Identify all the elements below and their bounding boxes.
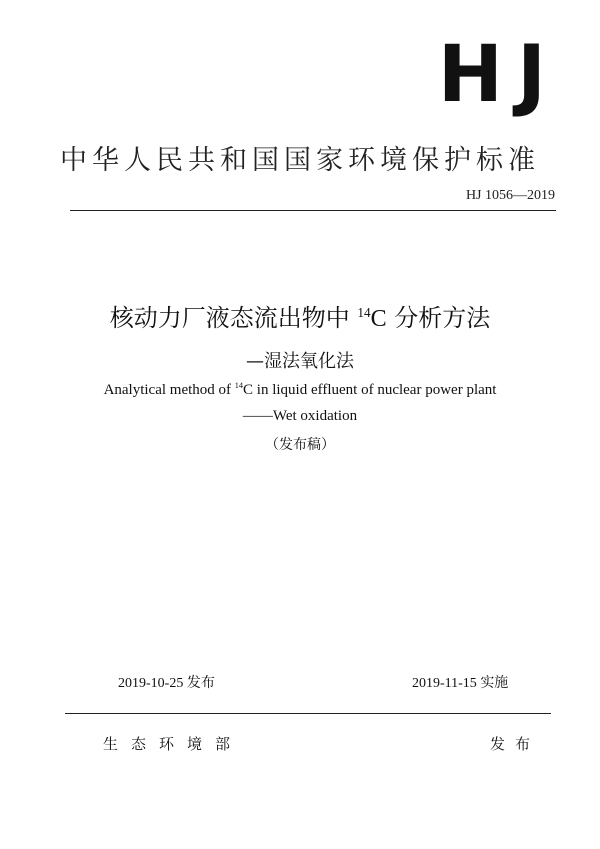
english-isotope-mass: 14	[234, 381, 244, 390]
isotope-symbol: C	[370, 306, 387, 332]
english-title	[0, 382, 600, 399]
chinese-title-suffix: 分析方法	[394, 304, 491, 332]
standard-number: HJ 1056—2019	[465, 188, 555, 203]
publish-label: 发布	[489, 735, 540, 753]
isotope-mass: 14	[357, 305, 371, 320]
bottom-divider	[65, 713, 551, 714]
english-subtitle: ——Wet oxidation	[242, 408, 358, 424]
chinese-title-prefix: 核动力厂液态流出物中	[109, 304, 350, 332]
issue-label: 发布	[186, 675, 215, 691]
ministry-name: 生态环境部	[103, 735, 244, 753]
implement-date: 2019-11-15	[412, 676, 477, 691]
isotope	[357, 306, 386, 332]
issue-date-line	[118, 672, 215, 692]
issue-date: 2019-10-25	[118, 676, 184, 691]
english-title-suffix: C in liquid effluent of nuclear power plant	[243, 382, 497, 398]
draft-label: （发布稿）	[265, 437, 335, 453]
chinese-subtitle: —湿法氧化法	[246, 351, 354, 372]
hj-logo: HJ	[437, 30, 560, 120]
implement-date-line	[412, 672, 508, 692]
english-title-prefix: Analytical method of	[103, 382, 232, 398]
top-divider	[70, 210, 556, 211]
organization-title: 中华人民共和国国家环境保护标准	[60, 145, 540, 176]
chinese-title	[0, 298, 600, 333]
implement-label: 实施	[480, 675, 509, 691]
